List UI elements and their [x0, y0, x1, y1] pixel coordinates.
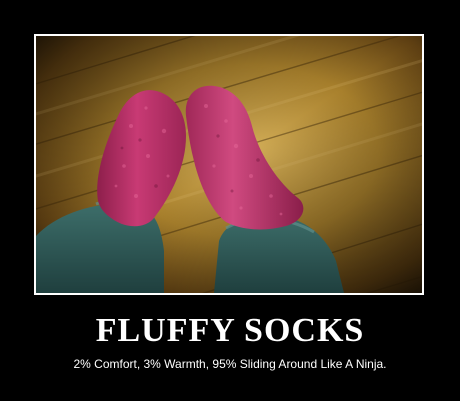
poster-frame	[34, 34, 424, 295]
poster-caption: 2% Comfort, 3% Warmth, 95% Sliding Around Like A Ninja.	[73, 357, 387, 371]
socks-photo	[36, 36, 422, 293]
poster-title: FLUFFY SOCKS	[95, 312, 365, 349]
